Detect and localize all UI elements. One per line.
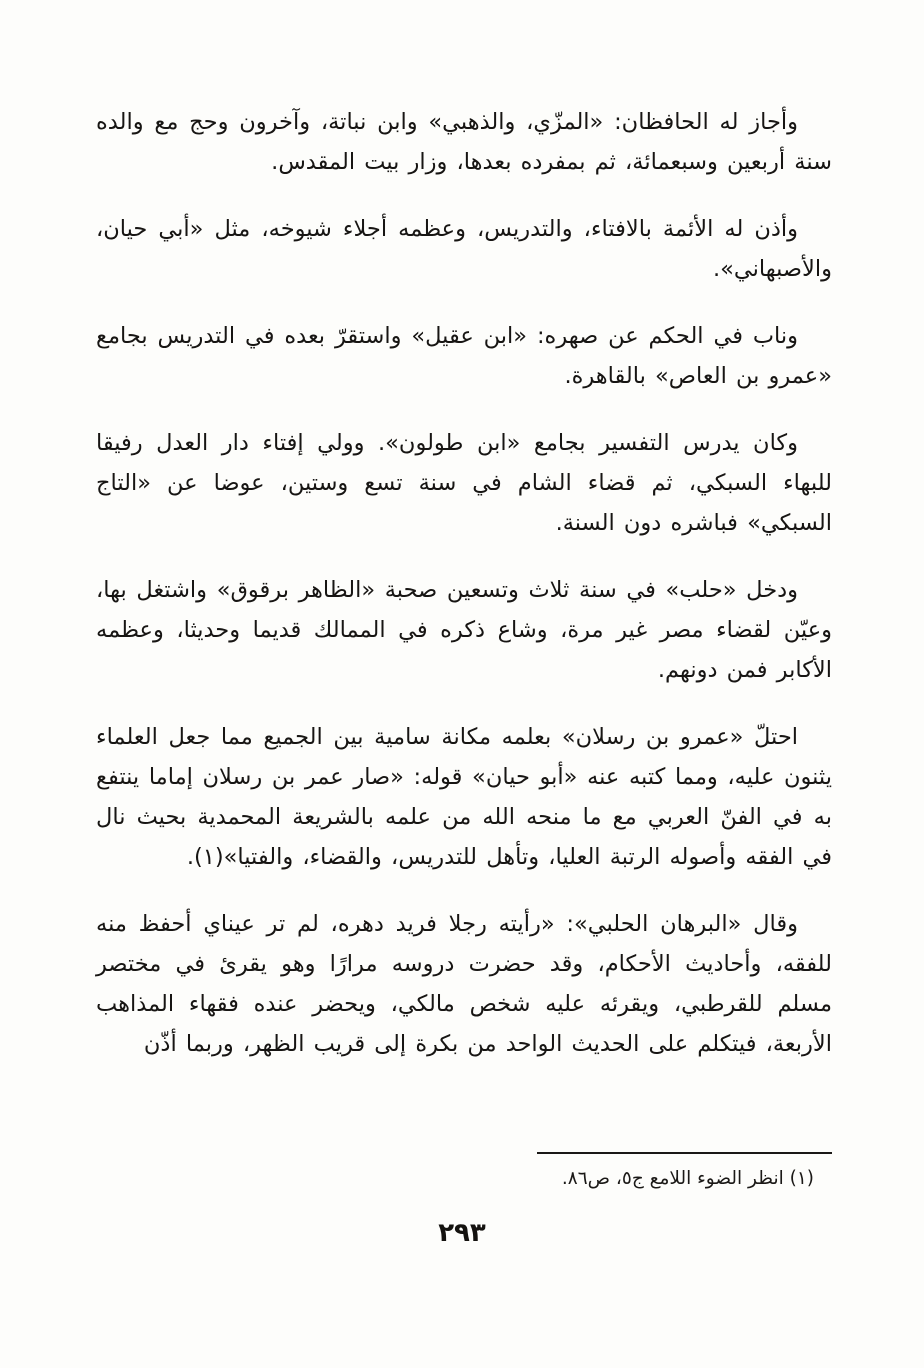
footnote-separator-line xyxy=(537,1152,832,1154)
paragraph-5: ودخل «حلب» في سنة ثلاث وتسعين صحبة «الظاهر برقوق» واشتغل بها، وعيّن لقضاء مصر غير مرة، وشاع ذكره في الممالك قديما وحديثا، وعظمه الأكابر فمن دونهم. xyxy=(96,577,832,683)
page-number: ٢٩٣ xyxy=(438,1218,486,1248)
paragraph-4: وكان يدرس التفسير بجامع «ابن طولون». وولي إفتاء دار العدل رفيقا للبهاء السبكي، ثم قضاء الشام في سنة تسع وستين، عوضا عن «التاج السبكي» فباشره دون السنة. xyxy=(96,430,832,536)
paragraph-3: وناب في الحكم عن صهره: «ابن عقيل» واستقرّ بعده في التدريس بجامع «عمرو بن العاص» بالقاهرة. xyxy=(96,323,832,389)
paragraph-6: احتلّ «عمرو بن رسلان» بعلمه مكانة سامية بين الجميع مما جعل العلماء يثنون عليه، ومما كتبه عنه «أبو حيان» قوله: «صار عمر بن رسلان إماما ينتفع به في الفنّ العربي مع ما منحه الله من علمه بالشريعة المحمدية بحيث نال في الفقه وأصوله الرتبة العليا، وتأهل للتدريس، والقضاء، والفتيا»(١). xyxy=(96,724,832,870)
paragraph-2: وأذن له الأئمة بالافتاء، والتدريس، وعظمه أجلاء شيوخه، مثل «أبي حيان، والأصبهاني». xyxy=(96,216,832,282)
footnote-text: (١) انظر الضوء اللامع ج٥، ص٨٦. xyxy=(561,1168,814,1189)
paragraph-7: وقال «البرهان الحلبي»: «رأيته رجلا فريد دهره، لم تر عيناي أحفظ منه للفقه، وأحاديث الأحكام، وقد حضرت دروسه مرارًا وهو يقرئ في مختصر مسلم للقرطبي، ويقرئه عليه شخص مالكي، ويحضر عنده فقهاء المذاهب الأربعة، فيتكلم على الحديث الواحد من بكرة إلى قريب الظهر، وربما أذّن xyxy=(96,911,832,1057)
paragraph-1: وأجاز له الحافظان: «المزّي، والذهبي» وابن نباتة، وآخرون وحج مع والده سنة أربعين وسبعمائة، ثم بمفرده بعدها، وزار بيت المقدس. xyxy=(96,109,832,175)
footnote-area xyxy=(96,1152,832,1194)
page-text-block xyxy=(96,102,832,1064)
